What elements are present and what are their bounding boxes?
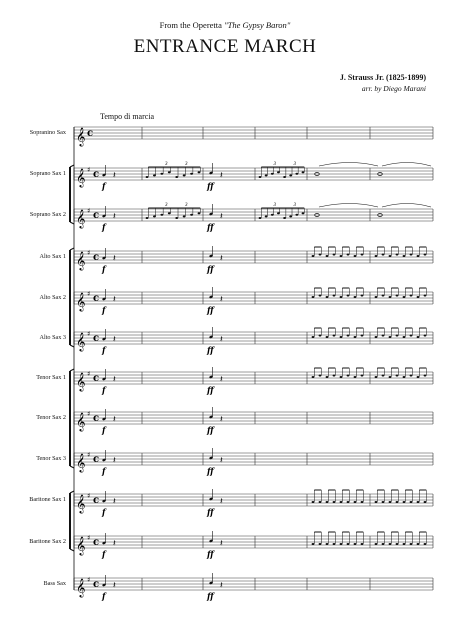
triplet-mark: 3 xyxy=(185,203,188,208)
note-head xyxy=(382,254,385,256)
staff xyxy=(74,573,433,601)
note-head xyxy=(403,376,406,378)
time-signature: c xyxy=(93,537,100,548)
note-head xyxy=(283,217,286,219)
note-head xyxy=(382,295,385,297)
treble-clef-icon: 𝄞 xyxy=(76,453,86,472)
time-signature: c xyxy=(93,373,100,384)
note-head xyxy=(333,335,336,337)
rest-icon: 𝄽 xyxy=(113,415,116,425)
note-head xyxy=(396,295,399,297)
note-head xyxy=(183,174,186,176)
note-head xyxy=(354,296,357,298)
note-head xyxy=(319,501,322,503)
note-head xyxy=(410,295,413,297)
treble-clef-icon: 𝄞 xyxy=(76,412,86,431)
bracket-hook xyxy=(70,466,74,468)
rest-icon: 𝄽 xyxy=(220,212,223,222)
note-head xyxy=(396,254,399,256)
note-head xyxy=(424,254,427,256)
note-head xyxy=(319,335,322,337)
note-head xyxy=(403,336,406,338)
note-head xyxy=(168,212,171,214)
note-head xyxy=(295,214,298,216)
note-head xyxy=(175,217,178,219)
note-head xyxy=(312,501,315,503)
triplet-mark: 3 xyxy=(293,162,296,167)
note-head xyxy=(326,255,329,257)
time-signature: c xyxy=(93,293,100,304)
time-signature: c xyxy=(93,413,100,424)
sharp-icon: ♯ xyxy=(87,290,91,298)
note-head xyxy=(347,375,350,377)
note-head xyxy=(417,376,420,378)
note-head xyxy=(326,501,329,503)
note-head xyxy=(259,176,262,178)
note-head xyxy=(190,173,193,175)
note-head xyxy=(302,212,305,214)
note-head xyxy=(326,336,329,338)
note-head xyxy=(410,375,413,377)
subtitle-prefix: From the Operetta xyxy=(159,20,225,30)
note-head xyxy=(382,335,385,337)
note-head xyxy=(160,173,163,175)
rest-icon: 𝄽 xyxy=(220,497,223,507)
time-signature: c xyxy=(93,252,100,263)
staff xyxy=(74,287,433,315)
bracket-hook xyxy=(70,222,74,224)
note-head xyxy=(347,543,350,545)
bracket-hook xyxy=(70,165,74,167)
note-head xyxy=(389,336,392,338)
sharp-icon: ♯ xyxy=(87,576,91,584)
note-head xyxy=(417,501,420,503)
note-head xyxy=(361,254,364,256)
note-head xyxy=(403,501,406,503)
note-head xyxy=(146,217,149,219)
treble-clef-icon: 𝄞 xyxy=(76,332,86,351)
instrument-label: Bass Sax xyxy=(43,580,66,587)
note-head xyxy=(198,212,201,214)
tie xyxy=(319,163,378,167)
note-head xyxy=(271,214,274,216)
rest-icon: 𝄽 xyxy=(220,415,223,425)
bracket-hook xyxy=(70,345,74,347)
note-head xyxy=(410,501,413,503)
note-head xyxy=(396,375,399,377)
note-head xyxy=(403,296,406,298)
sharp-icon: ♯ xyxy=(87,207,91,215)
note-head xyxy=(333,501,336,503)
note-head xyxy=(333,295,336,297)
note-head xyxy=(333,375,336,377)
note-head xyxy=(375,501,378,503)
note-head xyxy=(271,173,274,175)
instrument-label: Alto Sax 2 xyxy=(39,294,66,301)
note-head xyxy=(354,255,357,257)
dynamic-fortissimo: ff xyxy=(207,549,214,559)
instrument-label: Baritone Sax 1 xyxy=(29,496,66,503)
sharp-icon: ♯ xyxy=(87,370,91,378)
note-head xyxy=(277,171,280,173)
triplet-mark: 3 xyxy=(273,203,276,208)
note-head xyxy=(340,255,343,257)
rest-icon: 𝄽 xyxy=(113,375,116,385)
dynamic-fortissimo: ff xyxy=(207,305,214,315)
note-head xyxy=(396,543,399,545)
note-head xyxy=(389,376,392,378)
note-head xyxy=(333,254,336,256)
note-head xyxy=(375,336,378,338)
treble-clef-icon: 𝄞 xyxy=(76,578,86,597)
time-signature: c xyxy=(93,579,100,590)
rest-icon: 𝄽 xyxy=(220,456,223,466)
staff xyxy=(74,203,433,232)
note-head xyxy=(326,543,329,545)
note-head xyxy=(417,255,420,257)
rest-icon: 𝄽 xyxy=(220,581,223,591)
sharp-icon: ♯ xyxy=(87,451,91,459)
note-head xyxy=(403,255,406,257)
rest-icon: 𝄽 xyxy=(220,254,223,264)
note-head xyxy=(347,335,350,337)
note-head xyxy=(319,254,322,256)
rest-icon: 𝄽 xyxy=(113,581,116,591)
composer-credit: J. Strauss Jr. (1825-1899) xyxy=(339,73,426,82)
rest-icon: 𝄽 xyxy=(113,497,116,507)
staff xyxy=(74,448,433,476)
dynamic-fortissimo: ff xyxy=(207,181,214,191)
triplet-mark: 3 xyxy=(165,203,168,208)
dynamic-fortissimo: ff xyxy=(207,507,214,517)
note-head xyxy=(375,296,378,298)
dynamic-fortissimo: ff xyxy=(207,345,214,355)
note-head xyxy=(361,375,364,377)
tie xyxy=(319,204,378,208)
note-head xyxy=(312,376,315,378)
dynamic-forte: f xyxy=(102,181,106,191)
note-head xyxy=(361,501,364,503)
note-head xyxy=(153,174,156,176)
note-head xyxy=(302,171,305,173)
note-head xyxy=(361,543,364,545)
subtitle-work: "The Gypsy Baron" xyxy=(224,20,291,30)
note-head xyxy=(347,254,350,256)
note-head xyxy=(361,295,364,297)
note-head xyxy=(319,543,322,545)
note-head xyxy=(333,543,336,545)
dynamic-fortissimo: ff xyxy=(207,425,214,435)
treble-clef-icon: 𝄞 xyxy=(76,536,86,555)
note-head xyxy=(289,215,292,217)
note-head xyxy=(312,255,315,257)
note-head xyxy=(183,215,186,217)
dynamic-forte: f xyxy=(102,305,106,315)
note-head xyxy=(375,376,378,378)
rest-icon: 𝄽 xyxy=(113,456,116,466)
triplet-mark: 3 xyxy=(185,162,188,167)
note-head xyxy=(396,501,399,503)
dynamic-forte: f xyxy=(102,222,106,232)
rest-icon: 𝄽 xyxy=(113,171,116,181)
note-head xyxy=(389,543,392,545)
note-head xyxy=(146,176,149,178)
sharp-icon: ♯ xyxy=(87,330,91,338)
instrument-label: Soprano Sax 2 xyxy=(29,211,66,218)
note-head xyxy=(175,176,178,178)
dynamic-forte: f xyxy=(102,507,106,517)
treble-clef-icon: 𝄞 xyxy=(76,292,86,311)
rest-icon: 𝄽 xyxy=(113,212,116,222)
dynamic-forte: f xyxy=(102,345,106,355)
instrument-label: Sopranino Sax xyxy=(29,129,66,136)
staff xyxy=(74,367,433,395)
triplet-mark: 3 xyxy=(293,203,296,208)
note-head xyxy=(289,174,292,176)
dynamic-fortissimo: ff xyxy=(207,466,214,476)
note-head xyxy=(326,296,329,298)
note-head xyxy=(424,295,427,297)
rest-icon: 𝄽 xyxy=(220,539,223,549)
staff xyxy=(74,127,433,147)
sharp-icon: ♯ xyxy=(87,534,91,542)
treble-clef-icon: 𝄞 xyxy=(76,251,86,270)
treble-clef-icon: 𝄞 xyxy=(76,127,86,146)
note-head xyxy=(354,336,357,338)
note-head xyxy=(198,171,201,173)
instrument-label: Alto Sax 1 xyxy=(39,253,66,260)
bracket-hook xyxy=(70,369,74,371)
triplet-mark: 3 xyxy=(165,162,168,167)
note-head xyxy=(340,501,343,503)
instrument-label: Tenor Sax 1 xyxy=(36,374,66,381)
instrument-label: Tenor Sax 3 xyxy=(36,455,66,462)
note-head xyxy=(340,336,343,338)
staff xyxy=(74,246,433,274)
dynamic-forte: f xyxy=(102,466,106,476)
note-head xyxy=(389,296,392,298)
staff xyxy=(74,327,433,355)
rest-icon: 𝄽 xyxy=(220,335,223,345)
note-head xyxy=(410,335,413,337)
rest-icon: 𝄽 xyxy=(113,539,116,549)
note-head xyxy=(259,217,262,219)
note-head xyxy=(312,336,315,338)
staff xyxy=(74,531,433,559)
note-head xyxy=(153,215,156,217)
note-head xyxy=(283,176,286,178)
time-signature: c xyxy=(93,454,100,465)
instrument-label: Baritone Sax 2 xyxy=(29,538,66,545)
bracket-hook xyxy=(70,549,74,551)
note-head xyxy=(424,543,427,545)
note-head xyxy=(312,543,315,545)
note-head xyxy=(295,173,298,175)
treble-clef-icon: 𝄞 xyxy=(76,168,86,187)
bracket-hook xyxy=(70,491,74,493)
note-head xyxy=(389,255,392,257)
piece-title: ENTRANCE MARCH xyxy=(133,36,317,57)
dynamic-forte: f xyxy=(102,264,106,274)
instrument-label: Alto Sax 3 xyxy=(39,334,66,341)
treble-clef-icon: 𝄞 xyxy=(76,372,86,391)
bracket-hook xyxy=(70,248,74,250)
dynamic-fortissimo: ff xyxy=(207,385,214,395)
triplet-mark: 3 xyxy=(273,162,276,167)
arranger-credit: arr. by Diego Marani xyxy=(361,84,426,93)
note-head xyxy=(190,214,193,216)
note-head xyxy=(160,214,163,216)
rest-icon: 𝄽 xyxy=(113,254,116,264)
time-signature: c xyxy=(93,210,100,221)
rest-icon: 𝄽 xyxy=(220,295,223,305)
rest-icon: 𝄽 xyxy=(220,375,223,385)
sharp-icon: ♯ xyxy=(87,492,91,500)
sharp-icon: ♯ xyxy=(87,410,91,418)
note-head xyxy=(340,376,343,378)
note-head xyxy=(424,501,427,503)
dynamic-fortissimo: ff xyxy=(207,264,214,274)
note-head xyxy=(417,296,420,298)
time-signature: c xyxy=(93,169,100,180)
rest-icon: 𝄽 xyxy=(113,335,116,345)
note-head xyxy=(424,375,427,377)
note-head xyxy=(340,543,343,545)
dynamic-forte: f xyxy=(102,591,106,601)
dynamic-forte: f xyxy=(102,425,106,435)
dynamic-forte: f xyxy=(102,549,106,559)
note-head xyxy=(347,295,350,297)
rest-icon: 𝄽 xyxy=(113,295,116,305)
dynamic-fortissimo: ff xyxy=(207,222,214,232)
time-signature: c xyxy=(93,333,100,344)
treble-clef-icon: 𝄞 xyxy=(76,494,86,513)
note-head xyxy=(361,335,364,337)
rest-icon: 𝄽 xyxy=(220,171,223,181)
note-head xyxy=(424,335,427,337)
staff xyxy=(74,162,433,191)
note-head xyxy=(382,375,385,377)
note-head xyxy=(326,376,329,378)
note-head xyxy=(403,543,406,545)
staff xyxy=(74,489,433,517)
note-head xyxy=(347,501,350,503)
tie xyxy=(382,163,431,167)
note-head xyxy=(319,375,322,377)
tempo-marking: Tempo di marcia xyxy=(100,112,155,121)
instrument-label: Soprano Sax 1 xyxy=(29,170,66,177)
note-head xyxy=(417,543,420,545)
note-head xyxy=(354,376,357,378)
note-head xyxy=(354,543,357,545)
time-signature: c xyxy=(87,128,94,139)
note-head xyxy=(410,543,413,545)
note-head xyxy=(375,255,378,257)
note-head xyxy=(265,215,268,217)
treble-clef-icon: 𝄞 xyxy=(76,209,86,228)
note-head xyxy=(410,254,413,256)
note-head xyxy=(340,296,343,298)
time-signature: c xyxy=(93,495,100,506)
staff xyxy=(74,407,433,435)
dynamic-fortissimo: ff xyxy=(207,591,214,601)
note-head xyxy=(382,543,385,545)
note-head xyxy=(382,501,385,503)
dynamic-forte: f xyxy=(102,385,106,395)
tie xyxy=(382,204,431,208)
note-head xyxy=(168,171,171,173)
sharp-icon: ♯ xyxy=(87,166,91,174)
note-head xyxy=(417,336,420,338)
note-head xyxy=(265,174,268,176)
sharp-icon: ♯ xyxy=(87,249,91,257)
note-head xyxy=(389,501,392,503)
note-head xyxy=(354,501,357,503)
note-head xyxy=(277,212,280,214)
instrument-label: Tenor Sax 2 xyxy=(36,414,66,421)
note-head xyxy=(375,543,378,545)
note-head xyxy=(312,296,315,298)
note-head xyxy=(319,295,322,297)
note-head xyxy=(396,335,399,337)
